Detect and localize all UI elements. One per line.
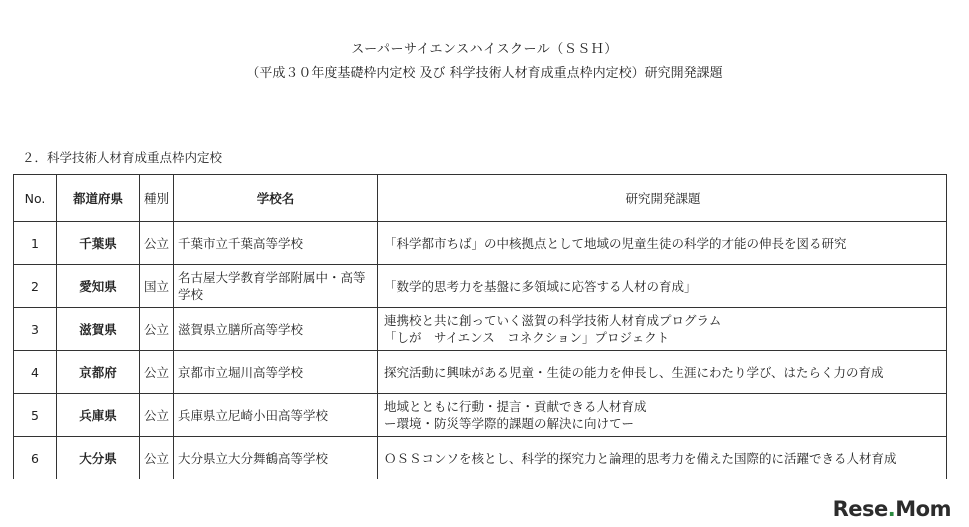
theme-line: 地域とともに行動・提言・貢献できる人材育成	[384, 399, 647, 414]
row-prefecture: 大分県	[57, 437, 140, 480]
row-no: 1	[14, 222, 57, 265]
logo-mark: .	[887, 497, 896, 521]
row-prefecture: 千葉県	[57, 222, 140, 265]
row-school: 名古屋大学教育学部附属中・高等学校	[174, 265, 378, 308]
row-theme	[378, 308, 947, 351]
theme-line: ー環境・防災等学際的課題の解決に向けてー	[384, 416, 635, 431]
logo-text-b: Mom	[895, 497, 951, 521]
theme-line: 「しが サイエンス コネクション」プロジェクト	[384, 330, 670, 345]
row-type: 公立	[140, 351, 174, 394]
row-prefecture: 滋賀県	[57, 308, 140, 351]
table-row	[14, 437, 947, 480]
row-theme	[378, 265, 947, 308]
row-type: 公立	[140, 437, 174, 480]
row-prefecture: 京都府	[57, 351, 140, 394]
row-type: 公立	[140, 222, 174, 265]
row-school: 千葉市立千葉高等学校	[174, 222, 378, 265]
row-theme	[378, 437, 947, 480]
theme-line: 「科学都市ちば」の中核拠点として地域の児童生徒の科学的才能の伸長を図る研究	[384, 235, 847, 251]
row-no: 6	[14, 437, 57, 480]
table-row	[14, 351, 947, 394]
row-no: 5	[14, 394, 57, 437]
table-row	[14, 308, 947, 351]
row-type: 公立	[140, 308, 174, 351]
row-school: 兵庫県立尼崎小田高等学校	[174, 394, 378, 437]
row-no: 4	[14, 351, 57, 394]
theme-line: ＯＳＳコンソを核とし、科学的探究力と論理的思考力を備えた国際的に活躍できる人材育成	[384, 450, 897, 466]
row-school: 京都市立堀川高等学校	[174, 351, 378, 394]
table-header-row	[14, 175, 947, 222]
header-school: 学校名	[174, 175, 378, 222]
row-no: 3	[14, 308, 57, 351]
section-title: ２．科学技術人材育成重点枠内定校	[22, 150, 223, 165]
table-row	[14, 222, 947, 265]
document-title: スーパーサイエンスハイスクール（ＳＳＨ）	[351, 42, 618, 57]
logo-text-a: Rese	[832, 497, 888, 521]
row-theme	[378, 394, 947, 437]
row-school: 大分県立大分舞鶴高等学校	[174, 437, 378, 480]
header-prefecture: 都道府県	[57, 175, 140, 222]
row-prefecture: 愛知県	[57, 265, 140, 308]
row-no: 2	[14, 265, 57, 308]
header-theme: 研究開発課題	[378, 175, 947, 222]
row-theme	[378, 351, 947, 394]
theme-line: 連携校と共に創っていく滋賀の科学技術人材育成プログラム	[384, 313, 722, 328]
resemom-logo	[833, 497, 951, 521]
row-prefecture: 兵庫県	[57, 394, 140, 437]
school-table	[13, 174, 947, 479]
header-type: 種別	[140, 175, 174, 222]
row-theme	[378, 222, 947, 265]
table-row	[14, 394, 947, 437]
row-school: 滋賀県立膳所高等学校	[174, 308, 378, 351]
theme-line: 探究活動に興味がある児童・生徒の能力を伸長し、生涯にわたり学び、はたらく力の育成	[384, 364, 884, 380]
table-row	[14, 265, 947, 308]
header-no: No.	[14, 175, 57, 222]
document-subtitle: （平成３０年度基礎枠内定校 及び 科学技術人材育成重点枠内定校）研究開発課題	[246, 66, 723, 81]
row-type: 公立	[140, 394, 174, 437]
theme-line: 「数学的思考力を基盤に多領域に応答する人材の育成」	[384, 278, 697, 294]
row-type: 国立	[140, 265, 174, 308]
